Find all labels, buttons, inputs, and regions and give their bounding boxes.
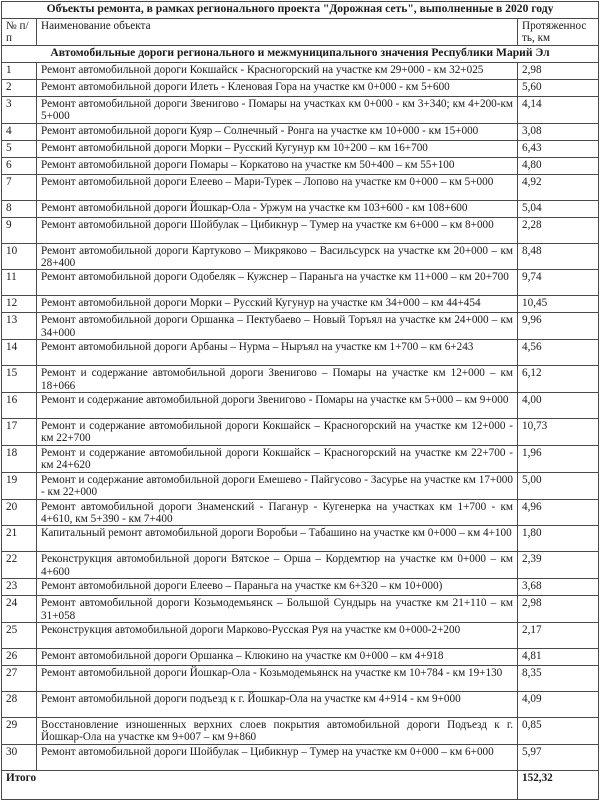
row-number: 25 [2,622,37,648]
table-row [2,552,599,579]
table-title: Объекты ремонта, в рамках регионального проекта "Дорожная сеть", выполненные в 2020 году [2,2,599,19]
row-object-name: Ремонт и содержание автомобильной дороги Звенигово – Помары на участке км 12+000 – км 18+066 [37,366,518,393]
row-length-km: 9,96 [518,313,599,340]
table-row [2,744,599,770]
table-row [2,691,599,717]
table-row [2,123,599,140]
table-row [2,174,599,200]
row-number: 9 [2,217,37,243]
row-length-km: 3,08 [518,123,599,140]
row-length-km: 2,28 [518,217,599,243]
row-length-km: 5,60 [518,79,599,96]
row-number: 22 [2,552,37,579]
table-row [2,62,599,79]
row-object-name: Ремонт автомобильной дороги Морки – Русский Кугунур км 10+200 – км 16+700 [37,140,518,157]
row-number: 3 [2,96,37,123]
row-number: 4 [2,123,37,140]
row-number: 10 [2,243,37,270]
row-number: 29 [2,717,37,744]
row-number: 1 [2,62,37,79]
row-number: 18 [2,445,37,472]
row-number: 13 [2,313,37,340]
row-number: 7 [2,174,37,200]
row-object-name: Ремонт автомобильной дороги Кокшайск - Красногорский на участке км 29+000 - км 32+025 [37,62,518,79]
table-row [2,96,599,123]
table-row [2,445,599,472]
table-row [2,79,599,96]
header-num: № п/п [2,19,37,46]
row-object-name: Ремонт автомобильной дороги Звенигово - Помары на участках км 0+000 - км 3+340; км 4+200-км 5+000 [37,96,518,123]
row-object-name: Ремонт и содержание автомобильной дороги Кокшайск – Красногорский на участке км 12+000 - км 22+700 [37,419,518,446]
row-length-km: 2,98 [518,596,599,623]
row-length-km: 8,35 [518,665,599,691]
row-object-name: Капитальный ремонт автомобильной дороги Воробьи – Табашино на участке км 0+000 – км 4+100 [37,526,518,552]
row-length-km: 4,09 [518,691,599,717]
row-object-name: Ремонт автомобильной дороги Йошкар-Ола - Уржум на участке км 103+600 - км 108+600 [37,200,518,217]
table-row [2,140,599,157]
row-number: 14 [2,340,37,366]
row-object-name: Ремонт и содержание автомобильной дороги Звенигово - Помары на участке км 5+000 – км 9+000 [37,393,518,419]
total-length-km: 152,32 [518,770,599,799]
table-row [2,157,599,174]
row-object-name: Реконструкция автомобильной дороги Марково-Русская Руя на участке км 0+000-2+200 [37,622,518,648]
row-number: 11 [2,270,37,296]
title-row [2,2,599,19]
table-row [2,419,599,446]
table-row [2,665,599,691]
road-repair-table [1,1,599,800]
row-length-km: 9,74 [518,270,599,296]
row-length-km: 2,17 [518,622,599,648]
row-object-name: Ремонт автомобильной дороги Шойбулак – Цибикнур – Тумер на участке км 6+000 – км 8+000 [37,217,518,243]
row-number: 27 [2,665,37,691]
table-row [2,596,599,623]
row-length-km: 4,56 [518,340,599,366]
table-row [2,648,599,665]
row-object-name: Ремонт автомобильной дороги Помары – Коркатово на участке км 50+400 – км 55+100 [37,157,518,174]
row-number: 28 [2,691,37,717]
row-object-name: Ремонт автомобильной дороги Морки – Русский Кугунур на участке км 34+000 – км 44+454 [37,296,518,313]
row-length-km: 5,97 [518,744,599,770]
row-length-km: 5,00 [518,472,599,499]
row-length-km: 5,04 [518,200,599,217]
row-length-km: 4,81 [518,648,599,665]
row-length-km: 2,98 [518,62,599,79]
row-object-name: Ремонт автомобильной дороги Оршанка – Пектубаево – Новый Торъял на участке км 24+000 – км 34+000 [37,313,518,340]
row-number: 12 [2,296,37,313]
row-number: 6 [2,157,37,174]
row-object-name: Ремонт автомобильной дороги Знаменский - Паганур - Кугенерка на участках км 1+700 - км 4+610, км 5+390 - км 7+400 [37,499,518,526]
row-length-km: 10,73 [518,419,599,446]
row-number: 30 [2,744,37,770]
header-length: Протяженнос ть, км [518,19,599,46]
row-object-name: Ремонт автомобильной дороги Одобеляк – Кужснер – Параньга на участке км 11+000 – км 20+700 [37,270,518,296]
header-row [2,19,599,46]
total-label: Итого [2,770,518,799]
row-length-km: 4,92 [518,174,599,200]
row-number: 8 [2,200,37,217]
row-object-name: Ремонт автомобильной дороги Елеево – Мари-Турек – Лопово на участке км 0+000 – км 5+000 [37,174,518,200]
table-row [2,340,599,366]
row-length-km: 1,80 [518,526,599,552]
row-number: 2 [2,79,37,96]
row-object-name: Ремонт автомобильной дороги Козьмодемьянск – Большой Сундырь на участке км 21+110 – км 31+058 [37,596,518,623]
row-object-name: Ремонт автомобильной дороги Куяр – Солнечный - Ронга на участке км 10+000 - км 15+000 [37,123,518,140]
row-number: 21 [2,526,37,552]
row-object-name: Ремонт автомобильной дороги подъезд к г. Йошкар-Ола на участке км 4+914 - км 9+000 [37,691,518,717]
row-object-name: Ремонт и содержание автомобильной дороги Емешево - Пайгусово - Засурье на участке км 17+000 - км 22+000 [37,472,518,499]
row-length-km: 1,96 [518,445,599,472]
table-row [2,217,599,243]
row-number: 15 [2,366,37,393]
section-row [2,45,599,62]
row-length-km: 8,48 [518,243,599,270]
total-row [2,770,599,799]
row-object-name: Восстановление изношенных верхних слоев покрытия автомобильной дороги Подъезд к г. Йошкар-Ола на участке км 9+007 – км 9+860 [37,717,518,744]
table-row [2,243,599,270]
table-row [2,717,599,744]
row-object-name: Реконструкция автомобильной дороги Вятское – Орша – Кордемтюр на участке км 0+000 – км 4+600 [37,552,518,579]
row-number: 16 [2,393,37,419]
row-length-km: 3,68 [518,579,599,596]
table-row [2,270,599,296]
table-row [2,526,599,552]
row-object-name: Ремонт автомобильной дороги Илеть - Кленовая Гора на участке км 0+000 - км 5+600 [37,79,518,96]
row-length-km: 4,00 [518,393,599,419]
table-row [2,313,599,340]
table-row [2,366,599,393]
row-length-km: 2,39 [518,552,599,579]
header-name: Наименование объекта [37,19,518,46]
row-object-name: Ремонт и содержание автомобильной дороги Кокшайск – Красногорский на участке км 22+700 - км 24+620 [37,445,518,472]
row-object-name: Ремонт автомобильной дороги Елеево – Параньга на участке км 6+320 – км 10+000) [37,579,518,596]
row-object-name: Ремонт автомобильной дороги Шойбулак – Цибикнур – Тумер на участке км 0+000 – км 6+000 [37,744,518,770]
row-length-km: 6,43 [518,140,599,157]
row-length-km: 4,96 [518,499,599,526]
row-length-km: 4,80 [518,157,599,174]
row-object-name: Ремонт автомобильной дороги Йошкар-Ола - Козьмодемьянск на участке км 10+784 - км 19+130 [37,665,518,691]
row-object-name: Ремонт автомобильной дороги Оршанка – Клюкино на участке км 0+000 – км 4+918 [37,648,518,665]
row-number: 5 [2,140,37,157]
section-title: Автомобильные дороги регионального и межмуниципального значения Республики Марий Эл [2,45,599,62]
row-length-km: 0,85 [518,717,599,744]
table-row [2,296,599,313]
table-row [2,200,599,217]
row-number: 26 [2,648,37,665]
row-length-km: 10,45 [518,296,599,313]
table-row [2,622,599,648]
row-number: 19 [2,472,37,499]
table-row [2,472,599,499]
row-length-km: 4,14 [518,96,599,123]
row-length-km: 6,12 [518,366,599,393]
row-number: 17 [2,419,37,446]
row-number: 20 [2,499,37,526]
table-row [2,499,599,526]
table-row [2,579,599,596]
row-object-name: Ремонт автомобильной дороги Арбаны – Нурма – Ныръял на участке км 1+700 – км 6+243 [37,340,518,366]
row-number: 24 [2,596,37,623]
table-row [2,393,599,419]
row-number: 23 [2,579,37,596]
row-object-name: Ремонт автомобильной дороги Картуково – Микряково – Васильсурск на участке км 20+000 – км 28+400 [37,243,518,270]
